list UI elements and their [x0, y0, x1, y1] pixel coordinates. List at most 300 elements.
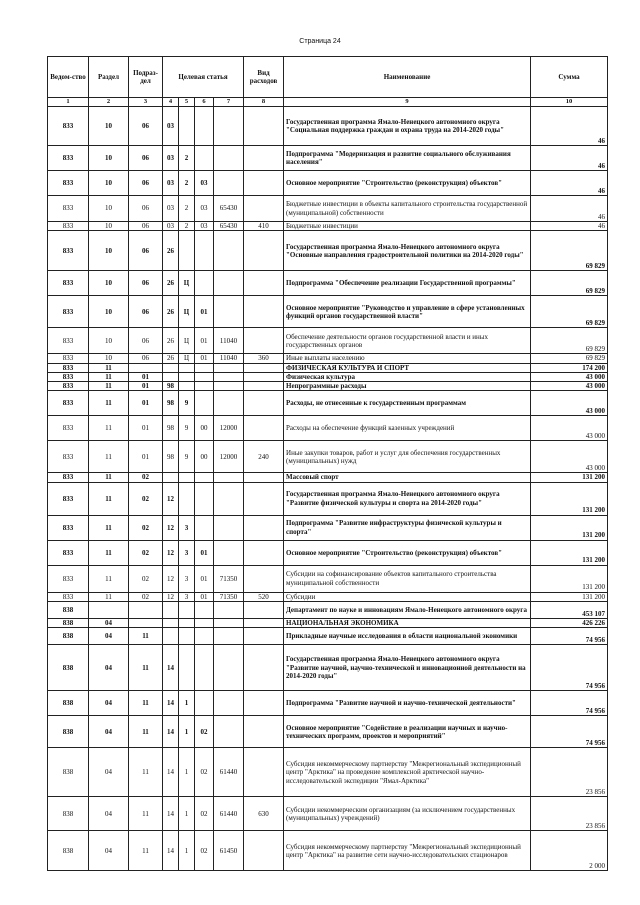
- cell-summa: 426 226: [531, 619, 608, 628]
- cell-razdel: 11: [89, 473, 129, 482]
- cell-vedomstvo: 833: [48, 146, 89, 171]
- cell-cs-2: 1: [179, 797, 195, 831]
- cell-cs-4: [214, 372, 244, 381]
- cell-podrazdel: 01: [129, 391, 163, 416]
- cell-naimenovanie: Подпрограмма "Развитие научной и научно-технической деятельности": [284, 691, 531, 716]
- cell-cs-2: 2: [179, 171, 195, 196]
- cell-podrazdel: 01: [129, 441, 163, 473]
- cell-vid-raskhodov: 360: [244, 354, 284, 363]
- cell-cs-2: [179, 107, 195, 146]
- cell-vedomstvo: 833: [48, 473, 89, 482]
- cell-cs-4: [214, 231, 244, 271]
- cell-razdel: 11: [89, 382, 129, 391]
- table-row: [48, 196, 608, 222]
- cell-vedomstvo: 838: [48, 602, 89, 619]
- cell-cs-1: [163, 363, 179, 372]
- cell-vedomstvo: 833: [48, 231, 89, 271]
- cell-vid-raskhodov: [244, 645, 284, 691]
- cell-vid-raskhodov: [244, 146, 284, 171]
- cell-razdel: 04: [89, 831, 129, 871]
- cell-naimenovanie: Основное мероприятие "Руководство и управление в сфере установленных функций органов государственной власти": [284, 296, 531, 328]
- cell-podrazdel: 02: [129, 540, 163, 565]
- table-row: [48, 473, 608, 482]
- cell-summa: 46: [531, 171, 608, 196]
- table-row: [48, 691, 608, 716]
- cell-cs-2: [179, 382, 195, 391]
- table-row: [48, 482, 608, 515]
- cell-cs-4: [214, 107, 244, 146]
- cell-vid-raskhodov: 410: [244, 222, 284, 231]
- cell-cs-1: 14: [163, 831, 179, 871]
- page-number-label: Страница 24: [299, 38, 341, 45]
- cell-razdel: 10: [89, 296, 129, 328]
- cell-vedomstvo: 833: [48, 565, 89, 592]
- cell-cs-1: 12: [163, 515, 179, 540]
- cell-cs-1: 98: [163, 391, 179, 416]
- cell-cs-1: [163, 602, 179, 619]
- column-number: 5: [179, 98, 195, 107]
- cell-razdel: 10: [89, 328, 129, 354]
- cell-razdel: 11: [89, 416, 129, 441]
- cell-cs-1: 26: [163, 231, 179, 271]
- cell-cs-2: Ц: [179, 354, 195, 363]
- cell-summa: 46: [531, 107, 608, 146]
- cell-vid-raskhodov: [244, 171, 284, 196]
- cell-vedomstvo: 833: [48, 171, 89, 196]
- cell-summa: 43 000: [531, 372, 608, 381]
- cell-naimenovanie: Физическая культура: [284, 372, 531, 381]
- cell-cs-3: 03: [195, 171, 214, 196]
- cell-razdel: 10: [89, 196, 129, 222]
- cell-vedomstvo: 833: [48, 391, 89, 416]
- cell-razdel: 11: [89, 391, 129, 416]
- cell-vedomstvo: 833: [48, 296, 89, 328]
- cell-cs-2: [179, 372, 195, 381]
- column-number: 9: [284, 98, 531, 107]
- cell-podrazdel: 11: [129, 748, 163, 797]
- cell-cs-3: [195, 482, 214, 515]
- cell-naimenovanie: Непрограммные расходы: [284, 382, 531, 391]
- cell-razdel: [89, 602, 129, 619]
- cell-podrazdel: 06: [129, 196, 163, 222]
- cell-razdel: 10: [89, 171, 129, 196]
- cell-razdel: 04: [89, 748, 129, 797]
- table-row: [48, 354, 608, 363]
- cell-summa: 69 829: [531, 328, 608, 354]
- cell-vid-raskhodov: [244, 540, 284, 565]
- cell-podrazdel: 06: [129, 107, 163, 146]
- cell-cs-3: 01: [195, 296, 214, 328]
- cell-cs-1: 26: [163, 271, 179, 296]
- table-row: [48, 441, 608, 473]
- cell-cs-1: 98: [163, 441, 179, 473]
- cell-cs-3: 02: [195, 797, 214, 831]
- table-row: [48, 592, 608, 601]
- cell-cs-4: 71350: [214, 592, 244, 601]
- cell-vedomstvo: 833: [48, 372, 89, 381]
- cell-cs-3: 03: [195, 196, 214, 222]
- cell-cs-3: 01: [195, 354, 214, 363]
- cell-cs-3: 01: [195, 540, 214, 565]
- cell-vedomstvo: 833: [48, 354, 89, 363]
- cell-naimenovanie: НАЦИОНАЛЬНАЯ ЭКОНОМИКА: [284, 619, 531, 628]
- cell-podrazdel: 06: [129, 171, 163, 196]
- cell-cs-3: 00: [195, 416, 214, 441]
- cell-cs-2: 1: [179, 831, 195, 871]
- cell-cs-4: [214, 628, 244, 645]
- cell-naimenovanie: Государственная программа Ямало-Ненецкого автономного округа "Развитие научной, научно-технической и инновационной деятельности на 2014-2020 годы": [284, 645, 531, 691]
- cell-vedomstvo: 838: [48, 748, 89, 797]
- cell-vid-raskhodov: [244, 231, 284, 271]
- cell-podrazdel: 06: [129, 271, 163, 296]
- cell-cs-3: [195, 473, 214, 482]
- cell-vid-raskhodov: [244, 628, 284, 645]
- cell-vid-raskhodov: [244, 372, 284, 381]
- cell-cs-4: 12000: [214, 416, 244, 441]
- cell-cs-4: [214, 296, 244, 328]
- cell-summa: 46: [531, 146, 608, 171]
- table-row: [48, 222, 608, 231]
- cell-cs-3: [195, 628, 214, 645]
- cell-vedomstvo: 838: [48, 797, 89, 831]
- cell-cs-4: [214, 619, 244, 628]
- cell-cs-1: 14: [163, 716, 179, 748]
- cell-vedomstvo: 833: [48, 592, 89, 601]
- cell-cs-3: [195, 107, 214, 146]
- cell-razdel: 11: [89, 565, 129, 592]
- cell-cs-3: [195, 691, 214, 716]
- cell-naimenovanie: Бюджетные инвестиции в объекты капитального строительства государственной (муниципальной) собственности: [284, 196, 531, 222]
- table-row: [48, 372, 608, 381]
- cell-cs-1: [163, 372, 179, 381]
- cell-summa: 46: [531, 222, 608, 231]
- cell-cs-4: [214, 645, 244, 691]
- header-summa: Сумма: [531, 57, 608, 98]
- cell-cs-1: 14: [163, 797, 179, 831]
- cell-vid-raskhodov: 240: [244, 441, 284, 473]
- table-row: [48, 231, 608, 271]
- cell-cs-1: 26: [163, 296, 179, 328]
- cell-cs-1: [163, 619, 179, 628]
- cell-cs-2: 3: [179, 592, 195, 601]
- cell-cs-3: [195, 231, 214, 271]
- cell-cs-4: 65430: [214, 222, 244, 231]
- cell-cs-1: 26: [163, 328, 179, 354]
- cell-razdel: 11: [89, 441, 129, 473]
- cell-vid-raskhodov: 520: [244, 592, 284, 601]
- cell-vid-raskhodov: [244, 473, 284, 482]
- cell-vid-raskhodov: [244, 748, 284, 797]
- table-row: [48, 296, 608, 328]
- cell-cs-3: [195, 363, 214, 372]
- header-razdel: Раздел: [89, 57, 129, 98]
- cell-podrazdel: [129, 619, 163, 628]
- cell-cs-1: 12: [163, 565, 179, 592]
- cell-cs-4: [214, 515, 244, 540]
- cell-razdel: 11: [89, 592, 129, 601]
- cell-vedomstvo: 838: [48, 691, 89, 716]
- table-row: [48, 416, 608, 441]
- cell-naimenovanie: Иные выплаты населению: [284, 354, 531, 363]
- cell-summa: 453 107: [531, 602, 608, 619]
- cell-vid-raskhodov: [244, 296, 284, 328]
- cell-podrazdel: 02: [129, 565, 163, 592]
- cell-razdel: 10: [89, 271, 129, 296]
- header-podrazdel: Подраз-дел: [129, 57, 163, 98]
- cell-vid-raskhodov: [244, 831, 284, 871]
- table-row: [48, 382, 608, 391]
- cell-vid-raskhodov: [244, 196, 284, 222]
- cell-vedomstvo: 833: [48, 441, 89, 473]
- cell-summa: 69 829: [531, 231, 608, 271]
- cell-vedomstvo: 833: [48, 416, 89, 441]
- cell-summa: 131 200: [531, 540, 608, 565]
- cell-razdel: 10: [89, 107, 129, 146]
- cell-cs-1: [163, 473, 179, 482]
- cell-cs-2: 1: [179, 716, 195, 748]
- cell-vid-raskhodov: [244, 482, 284, 515]
- table-row: [48, 515, 608, 540]
- cell-cs-2: 2: [179, 146, 195, 171]
- table-row: [48, 328, 608, 354]
- cell-summa: 43 000: [531, 441, 608, 473]
- cell-vid-raskhodov: [244, 716, 284, 748]
- cell-cs-1: 26: [163, 354, 179, 363]
- cell-razdel: 11: [89, 540, 129, 565]
- cell-cs-2: [179, 602, 195, 619]
- cell-vedomstvo: 833: [48, 482, 89, 515]
- cell-razdel: 11: [89, 515, 129, 540]
- cell-podrazdel: 11: [129, 628, 163, 645]
- cell-cs-2: 9: [179, 441, 195, 473]
- cell-summa: 131 200: [531, 515, 608, 540]
- budget-table: [47, 56, 608, 871]
- cell-vedomstvo: 833: [48, 363, 89, 372]
- column-number: 10: [531, 98, 608, 107]
- cell-summa: 46: [531, 196, 608, 222]
- cell-cs-4: [214, 382, 244, 391]
- cell-summa: 69 829: [531, 354, 608, 363]
- cell-naimenovanie: Расходы на обеспечение функций казенных учреждений: [284, 416, 531, 441]
- cell-summa: 69 829: [531, 296, 608, 328]
- cell-cs-1: 03: [163, 146, 179, 171]
- cell-cs-2: 3: [179, 565, 195, 592]
- cell-summa: 69 829: [531, 271, 608, 296]
- cell-vid-raskhodov: [244, 382, 284, 391]
- cell-naimenovanie: Субсидии некоммерческим организациям (за исключением государственных (муниципальных) учреждений): [284, 797, 531, 831]
- cell-cs-3: [195, 146, 214, 171]
- cell-cs-2: Ц: [179, 296, 195, 328]
- cell-summa: 43 000: [531, 391, 608, 416]
- cell-razdel: 04: [89, 645, 129, 691]
- cell-podrazdel: 11: [129, 691, 163, 716]
- cell-cs-2: 2: [179, 196, 195, 222]
- cell-cs-4: [214, 363, 244, 372]
- cell-podrazdel: 01: [129, 416, 163, 441]
- cell-vedomstvo: 833: [48, 196, 89, 222]
- cell-razdel: 10: [89, 354, 129, 363]
- cell-cs-1: 03: [163, 196, 179, 222]
- cell-naimenovanie: Департамент по науке и инновациям Ямало-Ненецкого автономного округа: [284, 602, 531, 619]
- cell-vedomstvo: 833: [48, 107, 89, 146]
- cell-cs-1: 03: [163, 171, 179, 196]
- cell-cs-1: 03: [163, 222, 179, 231]
- table-row: [48, 171, 608, 196]
- column-number: 1: [48, 98, 89, 107]
- cell-cs-4: [214, 171, 244, 196]
- table-row: [48, 540, 608, 565]
- cell-cs-3: 02: [195, 716, 214, 748]
- cell-summa: 131 200: [531, 592, 608, 601]
- cell-vedomstvo: 833: [48, 382, 89, 391]
- cell-cs-3: [195, 619, 214, 628]
- cell-cs-2: 1: [179, 691, 195, 716]
- cell-vid-raskhodov: [244, 107, 284, 146]
- cell-cs-1: [163, 628, 179, 645]
- cell-vid-raskhodov: [244, 515, 284, 540]
- cell-vid-raskhodov: [244, 328, 284, 354]
- cell-vedomstvo: 838: [48, 619, 89, 628]
- table-row: [48, 565, 608, 592]
- cell-podrazdel: 06: [129, 146, 163, 171]
- cell-cs-2: [179, 645, 195, 691]
- cell-naimenovanie: Массовый спорт: [284, 473, 531, 482]
- cell-summa: 74 956: [531, 716, 608, 748]
- cell-cs-3: 03: [195, 222, 214, 231]
- cell-naimenovanie: Иные закупки товаров, работ и услуг для обеспечения государственных (муниципальных) нужд: [284, 441, 531, 473]
- cell-cs-4: [214, 691, 244, 716]
- cell-cs-3: [195, 391, 214, 416]
- cell-vid-raskhodov: [244, 271, 284, 296]
- cell-podrazdel: 01: [129, 372, 163, 381]
- cell-razdel: 04: [89, 797, 129, 831]
- header-vid-raskhodov: Вид расходов: [244, 57, 284, 98]
- cell-cs-4: 61440: [214, 748, 244, 797]
- cell-summa: 23 856: [531, 748, 608, 797]
- cell-cs-1: 14: [163, 691, 179, 716]
- cell-vid-raskhodov: [244, 691, 284, 716]
- cell-cs-4: [214, 602, 244, 619]
- cell-summa: 23 856: [531, 797, 608, 831]
- cell-razdel: 10: [89, 146, 129, 171]
- cell-cs-2: [179, 473, 195, 482]
- cell-naimenovanie: Расходы, не отнесенные к государственным программам: [284, 391, 531, 416]
- cell-vid-raskhodov: [244, 363, 284, 372]
- cell-cs-2: Ц: [179, 271, 195, 296]
- cell-naimenovanie: Субсидии на софинансирование объектов капитального строительства муниципальной собственности: [284, 565, 531, 592]
- cell-podrazdel: 06: [129, 328, 163, 354]
- cell-podrazdel: 01: [129, 382, 163, 391]
- cell-cs-3: [195, 382, 214, 391]
- cell-cs-1: 12: [163, 482, 179, 515]
- cell-razdel: 10: [89, 222, 129, 231]
- cell-cs-3: [195, 645, 214, 691]
- cell-naimenovanie: Обеспечение деятельности органов государственной власти и иных государственных органов: [284, 328, 531, 354]
- cell-vid-raskhodov: [244, 619, 284, 628]
- cell-razdel: 04: [89, 619, 129, 628]
- cell-summa: 131 200: [531, 473, 608, 482]
- table-row: [48, 619, 608, 628]
- cell-cs-4: 11040: [214, 328, 244, 354]
- cell-cs-3: 01: [195, 328, 214, 354]
- cell-cs-3: 01: [195, 565, 214, 592]
- cell-podrazdel: 11: [129, 645, 163, 691]
- cell-cs-4: 61440: [214, 797, 244, 831]
- cell-cs-2: [179, 231, 195, 271]
- cell-cs-4: 61450: [214, 831, 244, 871]
- cell-naimenovanie: Подпрограмма "Развитие инфраструктуры физической культуры и спорта": [284, 515, 531, 540]
- cell-vid-raskhodov: [244, 565, 284, 592]
- cell-summa: 131 200: [531, 565, 608, 592]
- column-number: 7: [214, 98, 244, 107]
- cell-cs-2: [179, 482, 195, 515]
- cell-cs-3: [195, 372, 214, 381]
- header-vedomstvo: Ведом-ство: [48, 57, 89, 98]
- table-row: [48, 831, 608, 871]
- cell-vedomstvo: 833: [48, 328, 89, 354]
- cell-naimenovanie: Государственная программа Ямало-Ненецкого автономного округа "Социальная поддержка граждан и охрана труда на 2014-2020 годы": [284, 107, 531, 146]
- cell-cs-1: 98: [163, 382, 179, 391]
- cell-naimenovanie: Бюджетные инвестиции: [284, 222, 531, 231]
- cell-cs-2: 3: [179, 540, 195, 565]
- cell-cs-4: [214, 271, 244, 296]
- cell-cs-3: [195, 271, 214, 296]
- table-row: [48, 146, 608, 171]
- cell-cs-4: 11040: [214, 354, 244, 363]
- column-number: 3: [129, 98, 163, 107]
- cell-naimenovanie: Субсидия некоммерческому партнерству "Межрегиональный экспедиционный центр "Арктика" на развитие сети научно-исследовательских стационаров: [284, 831, 531, 871]
- cell-podrazdel: 11: [129, 831, 163, 871]
- cell-podrazdel: 06: [129, 231, 163, 271]
- cell-summa: 43 000: [531, 382, 608, 391]
- table-row: [48, 363, 608, 372]
- cell-vid-raskhodov: [244, 602, 284, 619]
- cell-vid-raskhodov: [244, 416, 284, 441]
- cell-vedomstvo: 838: [48, 831, 89, 871]
- cell-naimenovanie: Субсидии: [284, 592, 531, 601]
- cell-naimenovanie: Основное мероприятие "Строительство (реконструкция) объектов": [284, 171, 531, 196]
- cell-vedomstvo: 838: [48, 716, 89, 748]
- cell-podrazdel: 02: [129, 515, 163, 540]
- cell-vid-raskhodov: [244, 391, 284, 416]
- cell-podrazdel: 11: [129, 716, 163, 748]
- cell-cs-4: [214, 482, 244, 515]
- cell-razdel: 04: [89, 628, 129, 645]
- cell-cs-3: [195, 515, 214, 540]
- cell-cs-1: 14: [163, 645, 179, 691]
- cell-cs-4: 71350: [214, 565, 244, 592]
- cell-summa: 74 956: [531, 628, 608, 645]
- cell-cs-1: 12: [163, 592, 179, 601]
- cell-podrazdel: 06: [129, 222, 163, 231]
- cell-vedomstvo: 838: [48, 628, 89, 645]
- cell-cs-3: 02: [195, 831, 214, 871]
- cell-cs-1: 12: [163, 540, 179, 565]
- cell-vedomstvo: 833: [48, 515, 89, 540]
- table-row: [48, 797, 608, 831]
- cell-vedomstvo: 833: [48, 271, 89, 296]
- cell-naimenovanie: Подпрограмма "Обеспечение реализации Государственной программы": [284, 271, 531, 296]
- cell-cs-2: [179, 628, 195, 645]
- cell-cs-2: 2: [179, 222, 195, 231]
- cell-podrazdel: 11: [129, 797, 163, 831]
- cell-summa: 174 200: [531, 363, 608, 372]
- table-row: [48, 107, 608, 146]
- cell-cs-1: 03: [163, 107, 179, 146]
- header-celevaya-statya: Целевая статья: [163, 57, 244, 98]
- cell-cs-1: 98: [163, 416, 179, 441]
- cell-cs-2: [179, 363, 195, 372]
